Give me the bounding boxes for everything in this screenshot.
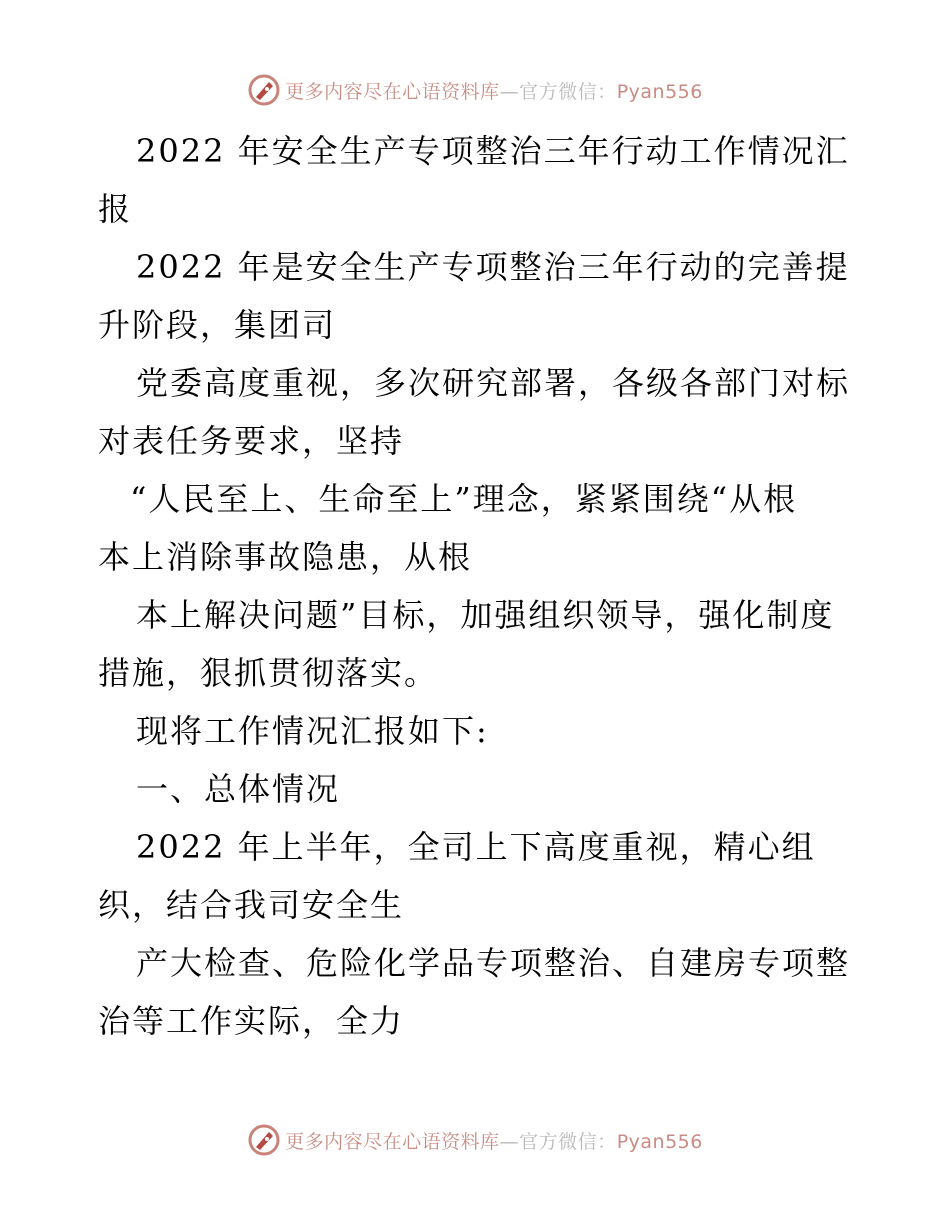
watermark-footer [0, 1120, 950, 1160]
paragraph-line: 党委高度重视，多次研究部署，各级各部门对标 [136, 364, 851, 402]
section-heading: 一、总体情况 [136, 770, 341, 808]
title-line-2: 报 [98, 190, 133, 228]
watermark-dash: — [499, 1130, 520, 1153]
paragraph-line: 2022 年上半年，全司上下高度重视，精心组 [136, 828, 816, 866]
watermark-text [285, 1127, 703, 1154]
watermark-brand: 更多内容尽在心语资料库 [285, 1130, 500, 1153]
paragraph-line: 现将工作情况汇报如下: [136, 712, 489, 750]
watermark-wechat-id: Pyan556 [616, 80, 703, 103]
paragraph-line: 织，结合我司安全生 [98, 886, 405, 924]
watermark-brand: 更多内容尽在心语资料库 [285, 80, 500, 103]
watermark-wechat-label: 官方微信： [519, 80, 617, 103]
paragraph-line: 措施，狠抓贯彻落实。 [98, 654, 439, 692]
paragraph-line: 2022 年是安全生产专项整治三年行动的完善提 [136, 248, 850, 286]
document-body [98, 122, 858, 1050]
watermark-dash: — [499, 80, 520, 103]
paragraph-line: 产大检查、危险化学品专项整治、自建房专项整 [136, 944, 851, 982]
paragraph-line: 治等工作实际，全力 [98, 1002, 405, 1040]
pen-nib-logo-icon [247, 73, 281, 107]
watermark-wechat-id: Pyan556 [616, 1130, 703, 1153]
paragraph-line: 本上消除事故隐患，从根 [98, 538, 473, 576]
title-line-1: 2022 年安全生产专项整治三年行动工作情况汇 [136, 132, 850, 170]
watermark-header [0, 70, 950, 110]
paragraph-line: “人民至上、生命至上”理念，紧紧围绕“从根 [130, 480, 798, 518]
pen-nib-logo-icon [247, 1123, 281, 1157]
watermark-text [285, 77, 703, 104]
paragraph-line: 本上解决问题”目标，加强组织领导，强化制度 [136, 596, 835, 634]
watermark-wechat-label: 官方微信： [519, 1130, 617, 1153]
paragraph-line: 对表任务要求，坚持 [98, 422, 405, 460]
paragraph-line: 升阶段，集团司 [98, 306, 337, 344]
